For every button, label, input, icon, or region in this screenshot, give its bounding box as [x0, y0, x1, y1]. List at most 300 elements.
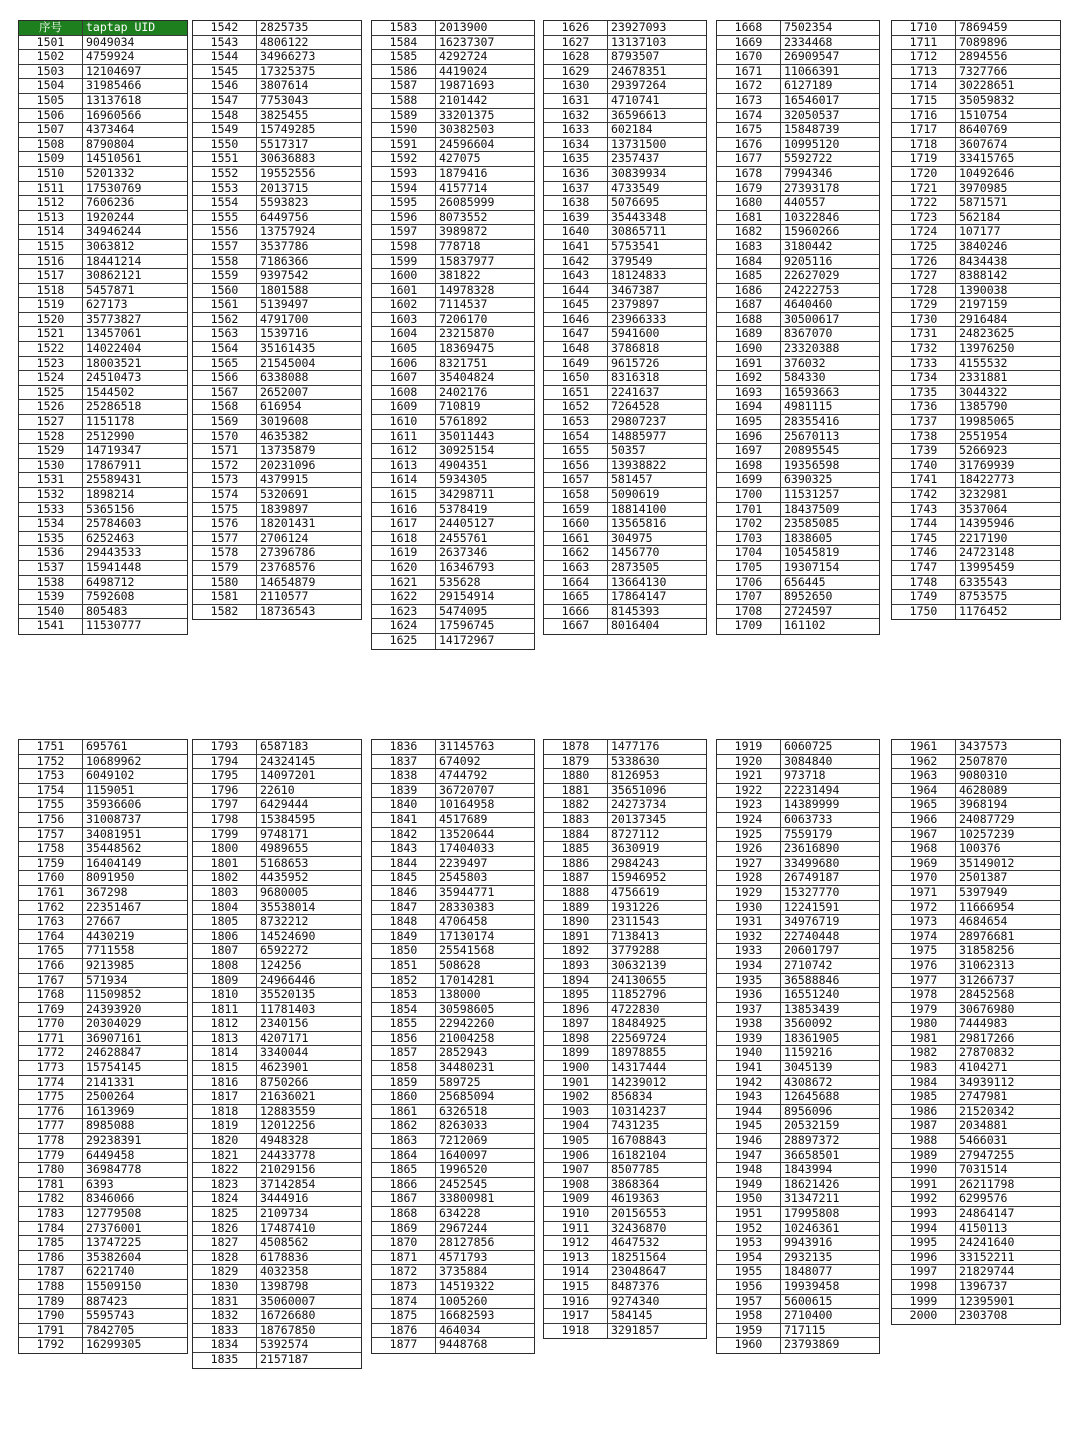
row-index: 1564 [193, 342, 257, 356]
table-row [372, 1192, 534, 1207]
row-index: 1502 [19, 50, 83, 64]
row-index: 1627 [544, 36, 608, 50]
table-row [892, 1032, 1060, 1047]
table-block [18, 20, 188, 635]
table-row [193, 886, 361, 901]
row-uid: 5392574 [260, 1338, 309, 1352]
table-row [544, 182, 706, 197]
table-row [717, 1119, 879, 1134]
row-index: 1670 [717, 50, 781, 64]
row-index: 1524 [19, 371, 83, 385]
table-row [19, 1280, 187, 1295]
table-row [717, 901, 879, 916]
table-row [717, 828, 879, 843]
row-index: 1603 [372, 313, 436, 327]
row-uid: 3807614 [260, 79, 309, 93]
row-uid: 3735884 [439, 1265, 488, 1279]
table-row [372, 634, 534, 649]
row-uid: 5338630 [611, 754, 660, 768]
row-uid: 8790804 [86, 137, 135, 151]
row-index: 1890 [544, 915, 608, 929]
table-row [544, 1207, 706, 1222]
row-index: 1900 [544, 1061, 608, 1075]
row-uid: 30500617 [784, 312, 840, 326]
row-index: 1504 [19, 79, 83, 93]
row-uid: 37142854 [260, 1177, 316, 1191]
row-index: 1631 [544, 94, 608, 108]
row-index: 1734 [892, 371, 956, 385]
row-index: 1987 [892, 1119, 956, 1133]
table-row [193, 196, 361, 211]
table-row [544, 871, 706, 886]
row-index: 1997 [892, 1265, 956, 1279]
row-index: 1665 [544, 590, 608, 604]
row-uid: 2747981 [959, 1090, 1008, 1104]
table-row [717, 196, 879, 211]
row-uid: 18361905 [784, 1031, 840, 1045]
row-index: 1838 [372, 769, 436, 783]
row-index: 1648 [544, 342, 608, 356]
row-index: 1646 [544, 313, 608, 327]
row-uid: 3467387 [611, 283, 660, 297]
row-uid: 20304029 [86, 1017, 142, 1031]
table-row [193, 182, 361, 197]
row-index: 1953 [717, 1236, 781, 1250]
row-index: 1596 [372, 211, 436, 225]
table-row [892, 532, 1060, 547]
row-uid: 1151178 [86, 415, 135, 429]
row-index: 1928 [717, 871, 781, 885]
table-row [19, 94, 187, 109]
table-row [193, 50, 361, 65]
row-uid: 5517317 [260, 137, 309, 151]
row-uid: 34081951 [86, 827, 142, 841]
table-row [19, 1236, 187, 1251]
row-uid: 4791700 [260, 312, 309, 326]
row-uid: 581457 [611, 473, 653, 487]
table-row [372, 1163, 534, 1178]
table-row [892, 1236, 1060, 1251]
row-index: 1503 [19, 65, 83, 79]
row-index: 1584 [372, 36, 436, 50]
row-uid: 33499680 [784, 856, 840, 870]
row-uid: 10314237 [611, 1104, 667, 1118]
table-row [19, 842, 187, 857]
row-index: 1920 [717, 755, 781, 769]
row-uid: 2101442 [439, 93, 488, 107]
row-index: 1923 [717, 798, 781, 812]
row-index: 1621 [372, 576, 436, 590]
row-index: 1826 [193, 1222, 257, 1236]
table-row [193, 1134, 361, 1149]
table-row [19, 430, 187, 445]
row-uid: 2984243 [611, 856, 660, 870]
row-uid: 4989655 [260, 842, 309, 856]
row-index: 1964 [892, 784, 956, 798]
table-row [544, 36, 706, 51]
table-row [193, 974, 361, 989]
table-row [892, 769, 1060, 784]
row-uid: 25541568 [439, 944, 495, 958]
table-row [892, 959, 1060, 974]
row-uid: 23927093 [611, 21, 667, 34]
table-row [717, 1324, 879, 1339]
row-uid: 15848739 [784, 123, 840, 137]
row-index: 1692 [717, 371, 781, 385]
table-row [372, 415, 534, 430]
table-row [372, 740, 534, 755]
row-uid: 7031514 [959, 1163, 1008, 1177]
row-uid: 14885977 [611, 429, 667, 443]
row-uid: 31985466 [86, 79, 142, 93]
row-uid: 717115 [784, 1323, 826, 1337]
row-index: 1870 [372, 1236, 436, 1250]
row-index: 1918 [544, 1324, 608, 1339]
table-row [372, 65, 534, 80]
row-index: 1527 [19, 415, 83, 429]
table-row [193, 561, 361, 576]
row-uid: 12645688 [784, 1090, 840, 1104]
row-index: 1655 [544, 444, 608, 458]
row-index: 1940 [717, 1046, 781, 1060]
table-row [193, 269, 361, 284]
table-row [717, 357, 879, 372]
row-index: 1945 [717, 1119, 781, 1133]
row-uid: 11852796 [611, 988, 667, 1002]
table-row [193, 1192, 361, 1207]
table-row [372, 974, 534, 989]
row-uid: 30632139 [611, 958, 667, 972]
row-uid: 5474095 [439, 604, 488, 618]
row-uid: 15837977 [439, 254, 495, 268]
table-row [544, 313, 706, 328]
row-index: 1993 [892, 1207, 956, 1221]
row-uid: 6326518 [439, 1104, 488, 1118]
row-uid: 36984778 [86, 1163, 142, 1177]
table-row [717, 1046, 879, 1061]
row-uid: 6252463 [86, 531, 135, 545]
row-index: 1573 [193, 473, 257, 487]
table-row [19, 196, 187, 211]
table-row [372, 1046, 534, 1061]
row-uid: 16960566 [86, 108, 142, 122]
row-index: 1652 [544, 400, 608, 414]
row-uid: 1640097 [439, 1148, 488, 1162]
row-index: 1677 [717, 152, 781, 166]
table-row [193, 769, 361, 784]
row-index: 1822 [193, 1163, 257, 1177]
row-uid: 1396737 [959, 1279, 1008, 1293]
row-index: 1680 [717, 196, 781, 210]
row-uid: 674092 [439, 754, 481, 768]
table-row [544, 1017, 706, 1032]
row-uid: 8091950 [86, 871, 135, 885]
row-index: 1725 [892, 240, 956, 254]
row-uid: 2825735 [260, 21, 309, 34]
row-uid: 14978328 [439, 283, 495, 297]
table-row [544, 1119, 706, 1134]
row-uid: 6049102 [86, 769, 135, 783]
table-row [544, 798, 706, 813]
table-row [717, 503, 879, 518]
row-index: 1585 [372, 50, 436, 64]
row-uid: 3537064 [959, 502, 1008, 516]
row-uid: 7206170 [439, 312, 488, 326]
table-row [892, 1280, 1060, 1295]
table-row [717, 1134, 879, 1149]
table-row [372, 342, 534, 357]
table-row [372, 532, 534, 547]
row-uid: 6127189 [784, 79, 833, 93]
row-index: 1613 [372, 459, 436, 473]
row-uid: 6063733 [784, 812, 833, 826]
table-row [193, 415, 361, 430]
row-index: 1532 [19, 488, 83, 502]
row-uid: 8073552 [439, 210, 488, 224]
row-index: 1795 [193, 769, 257, 783]
row-index: 1530 [19, 459, 83, 473]
table-row [19, 1032, 187, 1047]
row-index: 1992 [892, 1192, 956, 1206]
row-uid: 6449458 [86, 1148, 135, 1162]
row-index: 1851 [372, 959, 436, 973]
row-uid: 856834 [611, 1090, 653, 1104]
row-index: 1714 [892, 79, 956, 93]
table-row [892, 590, 1060, 605]
row-index: 1934 [717, 959, 781, 973]
row-index: 1531 [19, 473, 83, 487]
row-uid: 28330383 [439, 900, 495, 914]
row-index: 1830 [193, 1280, 257, 1294]
table-block [192, 20, 362, 620]
row-uid: 3045139 [784, 1061, 833, 1075]
table-row [544, 357, 706, 372]
table-row [372, 1251, 534, 1266]
table-row [19, 1309, 187, 1324]
table-row [372, 1236, 534, 1251]
table-row [19, 755, 187, 770]
row-index: 1935 [717, 974, 781, 988]
row-uid: 32050537 [784, 108, 840, 122]
row-uid: 8434438 [959, 254, 1008, 268]
table-row [717, 65, 879, 80]
table-row [544, 1076, 706, 1091]
row-index: 1625 [372, 634, 436, 649]
row-index: 1908 [544, 1178, 608, 1192]
table-row [193, 459, 361, 474]
table-row [193, 342, 361, 357]
row-index: 1783 [19, 1207, 83, 1221]
table-row [372, 386, 534, 401]
row-uid: 8985088 [86, 1119, 135, 1133]
row-uid: 9448768 [439, 1338, 488, 1352]
table-row [892, 1251, 1060, 1266]
row-index: 1707 [717, 590, 781, 604]
row-index: 1698 [717, 459, 781, 473]
row-index: 1970 [892, 871, 956, 885]
table-row [544, 123, 706, 138]
row-uid: 15384595 [260, 812, 316, 826]
row-uid: 4207171 [260, 1031, 309, 1045]
row-uid: 6335543 [959, 575, 1008, 589]
table-row [892, 342, 1060, 357]
row-uid: 31347211 [784, 1192, 840, 1206]
table-row [892, 1076, 1060, 1091]
table-row [717, 871, 879, 886]
row-uid: 5941600 [611, 327, 660, 341]
row-uid: 24087729 [959, 812, 1015, 826]
row-index: 1683 [717, 240, 781, 254]
table-row [19, 1324, 187, 1339]
table-row [193, 1295, 361, 1310]
row-uid: 6178836 [260, 1250, 309, 1264]
row-uid: 23048647 [611, 1265, 667, 1279]
table-block [543, 739, 707, 1339]
row-index: 1590 [372, 123, 436, 137]
row-index: 1804 [193, 901, 257, 915]
row-uid: 35538014 [260, 900, 316, 914]
row-uid: 584330 [784, 371, 826, 385]
row-index: 1969 [892, 857, 956, 871]
table-row [19, 930, 187, 945]
row-uid: 18003521 [86, 356, 142, 370]
table-row [372, 901, 534, 916]
row-uid: 13735879 [260, 444, 316, 458]
row-uid: 10164958 [439, 798, 495, 812]
row-index: 1901 [544, 1076, 608, 1090]
table-row [193, 1003, 361, 1018]
table-row [544, 1134, 706, 1149]
table-row [19, 400, 187, 415]
row-uid: 28976681 [959, 929, 1015, 943]
row-index: 1835 [193, 1353, 257, 1368]
row-index: 1718 [892, 138, 956, 152]
row-uid: 27393178 [784, 181, 840, 195]
row-index: 1837 [372, 755, 436, 769]
row-uid: 13995459 [959, 560, 1015, 574]
row-index: 1859 [372, 1076, 436, 1090]
table-row [717, 959, 879, 974]
table-row [717, 1090, 879, 1105]
table-row [892, 21, 1060, 36]
row-index: 1894 [544, 974, 608, 988]
row-index: 1736 [892, 400, 956, 414]
row-index: 1723 [892, 211, 956, 225]
row-uid: 4571793 [439, 1250, 488, 1264]
table-row [372, 857, 534, 872]
table-row [19, 1134, 187, 1149]
row-index: 1995 [892, 1236, 956, 1250]
row-uid: 18484925 [611, 1017, 667, 1031]
row-index: 1863 [372, 1134, 436, 1148]
row-index: 1514 [19, 225, 83, 239]
row-index: 1898 [544, 1032, 608, 1046]
table-row [892, 1003, 1060, 1018]
row-uid: 18201431 [260, 517, 316, 531]
row-uid: 33152211 [959, 1250, 1015, 1264]
row-index: 1567 [193, 386, 257, 400]
row-index: 1771 [19, 1032, 83, 1046]
table-row [717, 415, 879, 430]
row-uid: 5090619 [611, 488, 660, 501]
table-row [193, 517, 361, 532]
row-index: 1671 [717, 65, 781, 79]
table-row [892, 211, 1060, 226]
table-row [544, 1251, 706, 1266]
row-uid: 695761 [86, 740, 128, 753]
row-uid: 14317444 [611, 1061, 667, 1075]
row-index: 1889 [544, 901, 608, 915]
row-uid: 22610 [260, 783, 295, 797]
table-row [193, 1149, 361, 1164]
table-row [193, 828, 361, 843]
row-uid: 24324145 [260, 754, 316, 768]
row-uid: 35443348 [611, 210, 667, 224]
table-row [892, 740, 1060, 755]
row-uid: 3537786 [260, 239, 309, 253]
table-row [544, 240, 706, 255]
row-index: 1601 [372, 284, 436, 298]
row-index: 1833 [193, 1324, 257, 1338]
row-uid: 7869459 [959, 21, 1008, 34]
row-index: 1773 [19, 1061, 83, 1075]
row-uid: 18437509 [784, 502, 840, 516]
row-index: 1525 [19, 386, 83, 400]
row-index: 1977 [892, 974, 956, 988]
row-index: 1873 [372, 1280, 436, 1294]
row-index: 1588 [372, 94, 436, 108]
row-uid: 16708843 [611, 1134, 667, 1148]
table-row [193, 1178, 361, 1193]
table-row [717, 1105, 879, 1120]
row-uid: 17130174 [439, 929, 495, 943]
table-row [372, 517, 534, 532]
row-uid: 6429444 [260, 798, 309, 812]
table-row [193, 21, 361, 36]
table-row [19, 1119, 187, 1134]
table-row [193, 930, 361, 945]
table-row [372, 459, 534, 474]
row-index: 1661 [544, 532, 608, 546]
row-uid: 627173 [86, 298, 128, 312]
table-row [193, 109, 361, 124]
table-row [372, 1280, 534, 1295]
table-row [892, 944, 1060, 959]
row-uid: 535628 [439, 575, 481, 589]
table-row [372, 915, 534, 930]
table-block [371, 20, 535, 650]
row-index: 1608 [372, 386, 436, 400]
table-row [544, 1046, 706, 1061]
header-index-label: 序号 [19, 21, 83, 35]
row-uid: 15960266 [784, 225, 840, 239]
table-row [372, 1076, 534, 1091]
row-index: 1701 [717, 503, 781, 517]
row-uid: 3444916 [260, 1192, 309, 1206]
row-uid: 35161435 [260, 342, 316, 356]
row-uid: 17487410 [260, 1221, 316, 1235]
table-row [717, 240, 879, 255]
row-index: 1985 [892, 1090, 956, 1104]
row-index: 1505 [19, 94, 83, 108]
row-uid: 35059832 [959, 93, 1015, 107]
row-index: 1895 [544, 988, 608, 1002]
row-index: 1518 [19, 284, 83, 298]
row-index: 1733 [892, 357, 956, 371]
row-index: 1620 [372, 561, 436, 575]
table-row [372, 1119, 534, 1134]
row-uid: 12395901 [959, 1294, 1015, 1308]
